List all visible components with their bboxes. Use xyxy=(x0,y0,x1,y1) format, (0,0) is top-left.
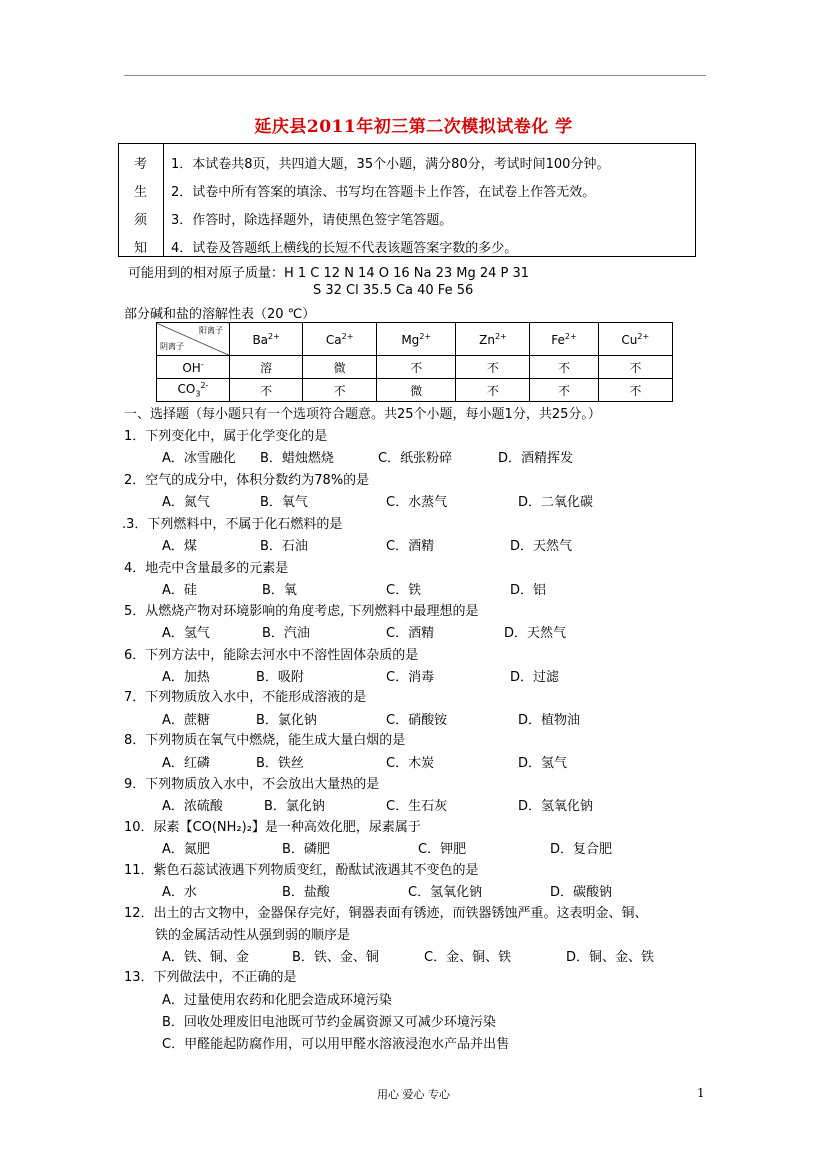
option: A．煤 xyxy=(162,539,197,554)
question-stem: 2．空气的成分中，体积分数约为78%的是 xyxy=(124,473,370,488)
notice-line: 1．本试卷共8页，共四道大题，35个小题，满分80分，考试时间100分钟。 xyxy=(171,157,610,172)
option: C．硝酸铵 xyxy=(386,713,448,728)
cation-header: $Ba^{2+}$ xyxy=(230,323,303,356)
question-stem: 8．下列物质在氧气中燃烧，能生成大量白烟的是 xyxy=(124,733,406,748)
question-stem: 1．下列变化中，属于化学变化的是 xyxy=(124,429,328,444)
option: C．水蒸气 xyxy=(386,495,448,510)
option: C．消毒 xyxy=(386,670,435,685)
notice-side-char: 须 xyxy=(134,213,148,228)
option: D．过滤 xyxy=(510,670,560,685)
notice-line: 2．试卷中所有答案的填涂、书写均在答题卡上作答，在试卷上作答无效。 xyxy=(171,185,596,200)
cation-header: $Zn^{2+}$ xyxy=(456,323,530,356)
option: B．回收处理废旧电池既可节约金属资源又可减少环境污染 xyxy=(162,1015,496,1030)
option: B．铁丝 xyxy=(256,756,304,771)
notice-line: 3．作答时，除选择题外，请使黑色签字笔答题。 xyxy=(171,213,453,228)
anion-header: $CO_3^{2-}$ xyxy=(157,379,230,402)
solubility-table-title: 部分碱和盐的溶解性表（20 ℃） xyxy=(124,307,316,322)
notice-side-char: 生 xyxy=(134,185,148,200)
table-cell: 不 xyxy=(530,356,598,379)
notice-line: 4．试卷及答题纸上横线的长短不代表该题答案字数的多少。 xyxy=(171,241,518,256)
table-cell: 不 xyxy=(456,356,530,379)
table-cell: 微 xyxy=(376,379,455,402)
option: B．汽油 xyxy=(262,626,310,641)
option: C．金、铜、铁 xyxy=(424,950,512,965)
table-cell: 不 xyxy=(456,379,530,402)
question-stem: 12．出土的古文物中，金器保存完好，铜器表面有锈迹，而铁器锈蚀严重。这表明金、铜、 xyxy=(124,906,648,921)
option: C．纸张粉碎 xyxy=(378,451,453,466)
solubility-table xyxy=(156,322,673,402)
option: A．红磷 xyxy=(162,756,210,771)
corner-anion-label: 阴离子 xyxy=(160,342,184,351)
table-cell: 不 xyxy=(230,379,303,402)
option: C．铁 xyxy=(386,583,422,598)
option: C．生石灰 xyxy=(386,799,448,814)
option: C．酒精 xyxy=(386,626,435,641)
exam-notice-box xyxy=(118,143,696,257)
cation-header: $Ca^{2+}$ xyxy=(303,323,377,356)
question-stem-continued: 铁的金属活动性从强到弱的顺序是 xyxy=(155,928,351,943)
header-rule xyxy=(124,75,706,76)
question-stem: 7．下列物质放入水中，不能形成溶液的是 xyxy=(124,690,367,705)
question-stem: 5．从燃烧产物对环境影响的角度考虑, 下列燃料中最理想的是 xyxy=(124,604,479,619)
table-row xyxy=(157,356,673,379)
anion-header: OH- xyxy=(157,356,230,379)
option: D．二氧化碳 xyxy=(518,495,594,510)
option: B．氧气 xyxy=(260,495,308,510)
option: D．铜、金、铁 xyxy=(566,950,655,965)
option: D．酒精挥发 xyxy=(498,451,574,466)
option: A．加热 xyxy=(162,670,210,685)
option: A．冰雪融化 xyxy=(162,451,236,466)
option: C．钾肥 xyxy=(418,842,467,857)
option: D．氢气 xyxy=(518,756,568,771)
option: D．氢氧化钠 xyxy=(518,799,594,814)
option: C．氢氧化钠 xyxy=(408,885,483,900)
option: B．氯化钠 xyxy=(256,713,317,728)
page-title: 延庆县2011年初三第二次模拟试卷化 学 xyxy=(254,117,573,137)
option: D．碳酸钠 xyxy=(550,885,613,900)
table-cell: 溶 xyxy=(230,356,303,379)
option: B．铁、金、铜 xyxy=(292,950,379,965)
option: B．石油 xyxy=(260,539,308,554)
option: C．甲醛能起防腐作用，可以用甲醛水溶液浸泡水产品并出售 xyxy=(162,1037,510,1052)
option: A．蔗糖 xyxy=(162,713,210,728)
table-cell: 不 xyxy=(530,379,598,402)
option: A．过量使用农药和化肥会造成环境污染 xyxy=(162,993,392,1008)
option: D．天然气 xyxy=(510,539,573,554)
question-stem: 11．紫色石蕊试液遇下列物质变红，酚酞试液遇其不变色的是 xyxy=(124,863,479,878)
option: A．硅 xyxy=(162,583,197,598)
cation-header: $Mg^{2+}$ xyxy=(376,323,455,356)
table-corner-cell xyxy=(157,323,230,356)
option: A．浓硫酸 xyxy=(162,799,223,814)
question-stem: 6．下列方法中，能除去河水中不溶性固体杂质的是 xyxy=(124,648,419,663)
question-stem: 9．下列物质放入水中，不会放出大量热的是 xyxy=(124,777,380,792)
atomic-mass-line: 可能用到的相对原子质量：H 1 C 12 N 14 O 16 Na 23 Mg 24 P 31 xyxy=(128,266,530,281)
table-cell: 微 xyxy=(303,356,377,379)
table-cell: 不 xyxy=(303,379,377,402)
notice-side-char: 考 xyxy=(134,157,148,172)
option: C．酒精 xyxy=(386,539,435,554)
option: D．铝 xyxy=(510,583,547,598)
option: B．吸附 xyxy=(256,670,304,685)
atomic-mass-line: S 32 Cl 35.5 Ca 40 Fe 56 xyxy=(313,283,474,298)
option: A．水 xyxy=(162,885,197,900)
cation-header: $Fe^{2+}$ xyxy=(530,323,598,356)
page-number: 1 xyxy=(697,1086,705,1100)
option: C．木炭 xyxy=(386,756,435,771)
page-footer: 用心 爱心 专心 xyxy=(377,1088,450,1101)
table-cell: 不 xyxy=(598,356,672,379)
option: B．氧 xyxy=(262,583,297,598)
option: D．复合肥 xyxy=(550,842,613,857)
option: B．盐酸 xyxy=(282,885,330,900)
notice-side-label xyxy=(119,144,164,256)
corner-cation-label: 阳离子 xyxy=(199,326,223,335)
option: A．铁、铜、金 xyxy=(162,950,249,965)
option: A．氢气 xyxy=(162,626,210,641)
section-heading: 一、选择题（每小题只有一个选项符合题意。共25个小题，每小题1分，共25分。） xyxy=(124,407,601,422)
table-cell: 不 xyxy=(376,356,455,379)
question-stem: .3．下列燃料中，不属于化石燃料的是 xyxy=(122,517,343,532)
table-row xyxy=(157,379,673,402)
option: D．天然气 xyxy=(504,626,567,641)
cation-header: $Cu^{2+}$ xyxy=(598,323,672,356)
option: B．磷肥 xyxy=(282,842,330,857)
option: D．植物油 xyxy=(518,713,581,728)
option: B．蜡烛燃烧 xyxy=(260,451,334,466)
option: B．氯化钠 xyxy=(264,799,325,814)
option: A．氮气 xyxy=(162,495,210,510)
question-stem: 10．尿素【CO(NH₂)₂】是一种高效化肥，尿素属于 xyxy=(124,820,421,835)
table-header-row xyxy=(157,323,673,356)
option: A．氮肥 xyxy=(162,842,210,857)
question-stem: 13．下列做法中，不正确的是 xyxy=(124,970,297,985)
question-stem: 4．地壳中含量最多的元素是 xyxy=(124,561,289,576)
notice-side-char: 知 xyxy=(134,241,148,256)
table-cell: 不 xyxy=(598,379,672,402)
